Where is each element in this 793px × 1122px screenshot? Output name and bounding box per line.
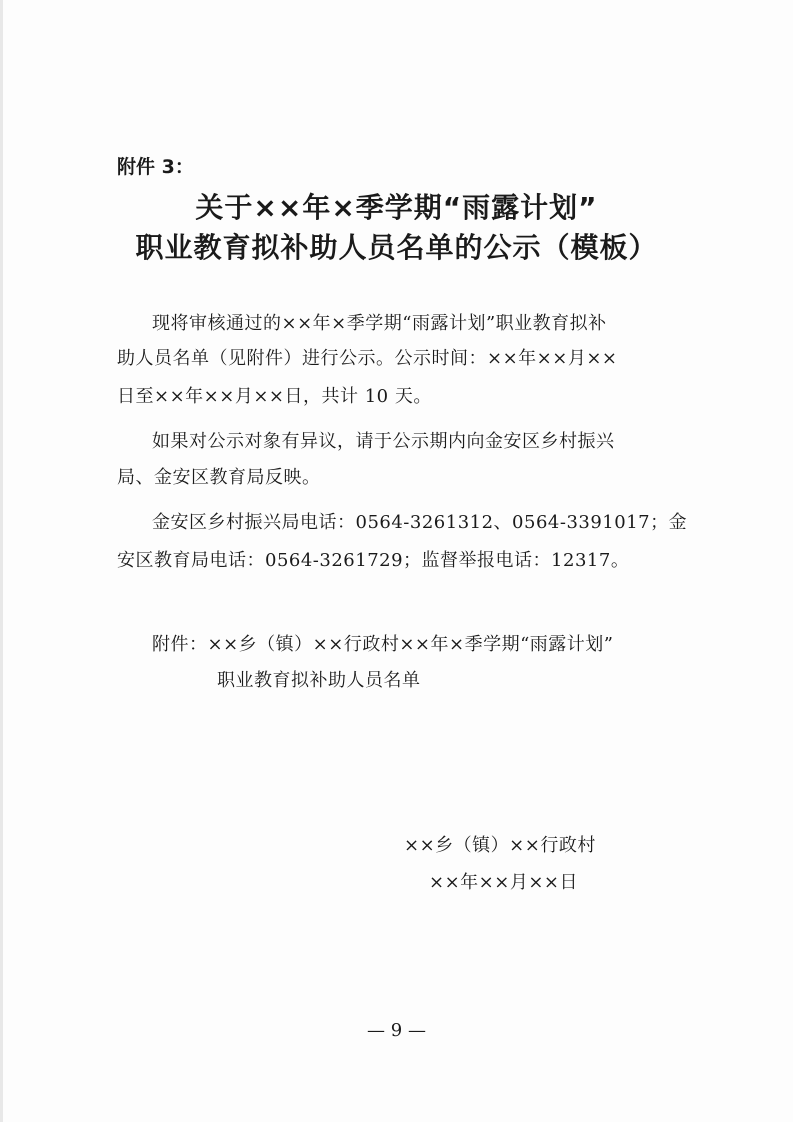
paragraph-2-line-2: 局、金安区教育局反映。 [117,467,321,488]
paragraph-3-line-2: 安区教育局电话：0564-3261729；监督举报电话：12317。 [117,550,630,571]
paragraph-1-line-3: 日至××年××月××日，共计 10 天。 [117,386,432,407]
paragraph-3-line-1: 金安区乡村振兴局电话：0564-3261312、0564-3391017；金 [152,512,688,533]
paragraph-2-line-1: 如果对公示对象有异议，请于公示期内向金安区乡村振兴 [152,431,615,452]
title-line-2: 职业教育拟补助人员名单的公示（模板） [135,231,658,264]
attachment-label: 附件 3： [117,156,194,178]
paragraph-1-line-1: 现将审核通过的××年×季学期“雨露计划”职业教育拟补 [152,313,607,334]
paragraph-1-line-2: 助人员名单（见附件）进行公示。公示时间：××年××月×× [117,348,618,369]
signature-organization: ××乡（镇）××行政村 [404,835,596,856]
title-line-1: 关于××年×季学期“雨露计划” [195,191,598,224]
attachment-note-line-2: 职业教育拟补助人员名单 [217,670,421,691]
page-number: — 9 — [367,1020,426,1041]
attachment-note-line-1: 附件：××乡（镇）××行政村××年×季学期“雨露计划” [152,634,614,655]
signature-date: ××年××月××日 [429,872,578,893]
page-left-edge [0,0,3,1122]
